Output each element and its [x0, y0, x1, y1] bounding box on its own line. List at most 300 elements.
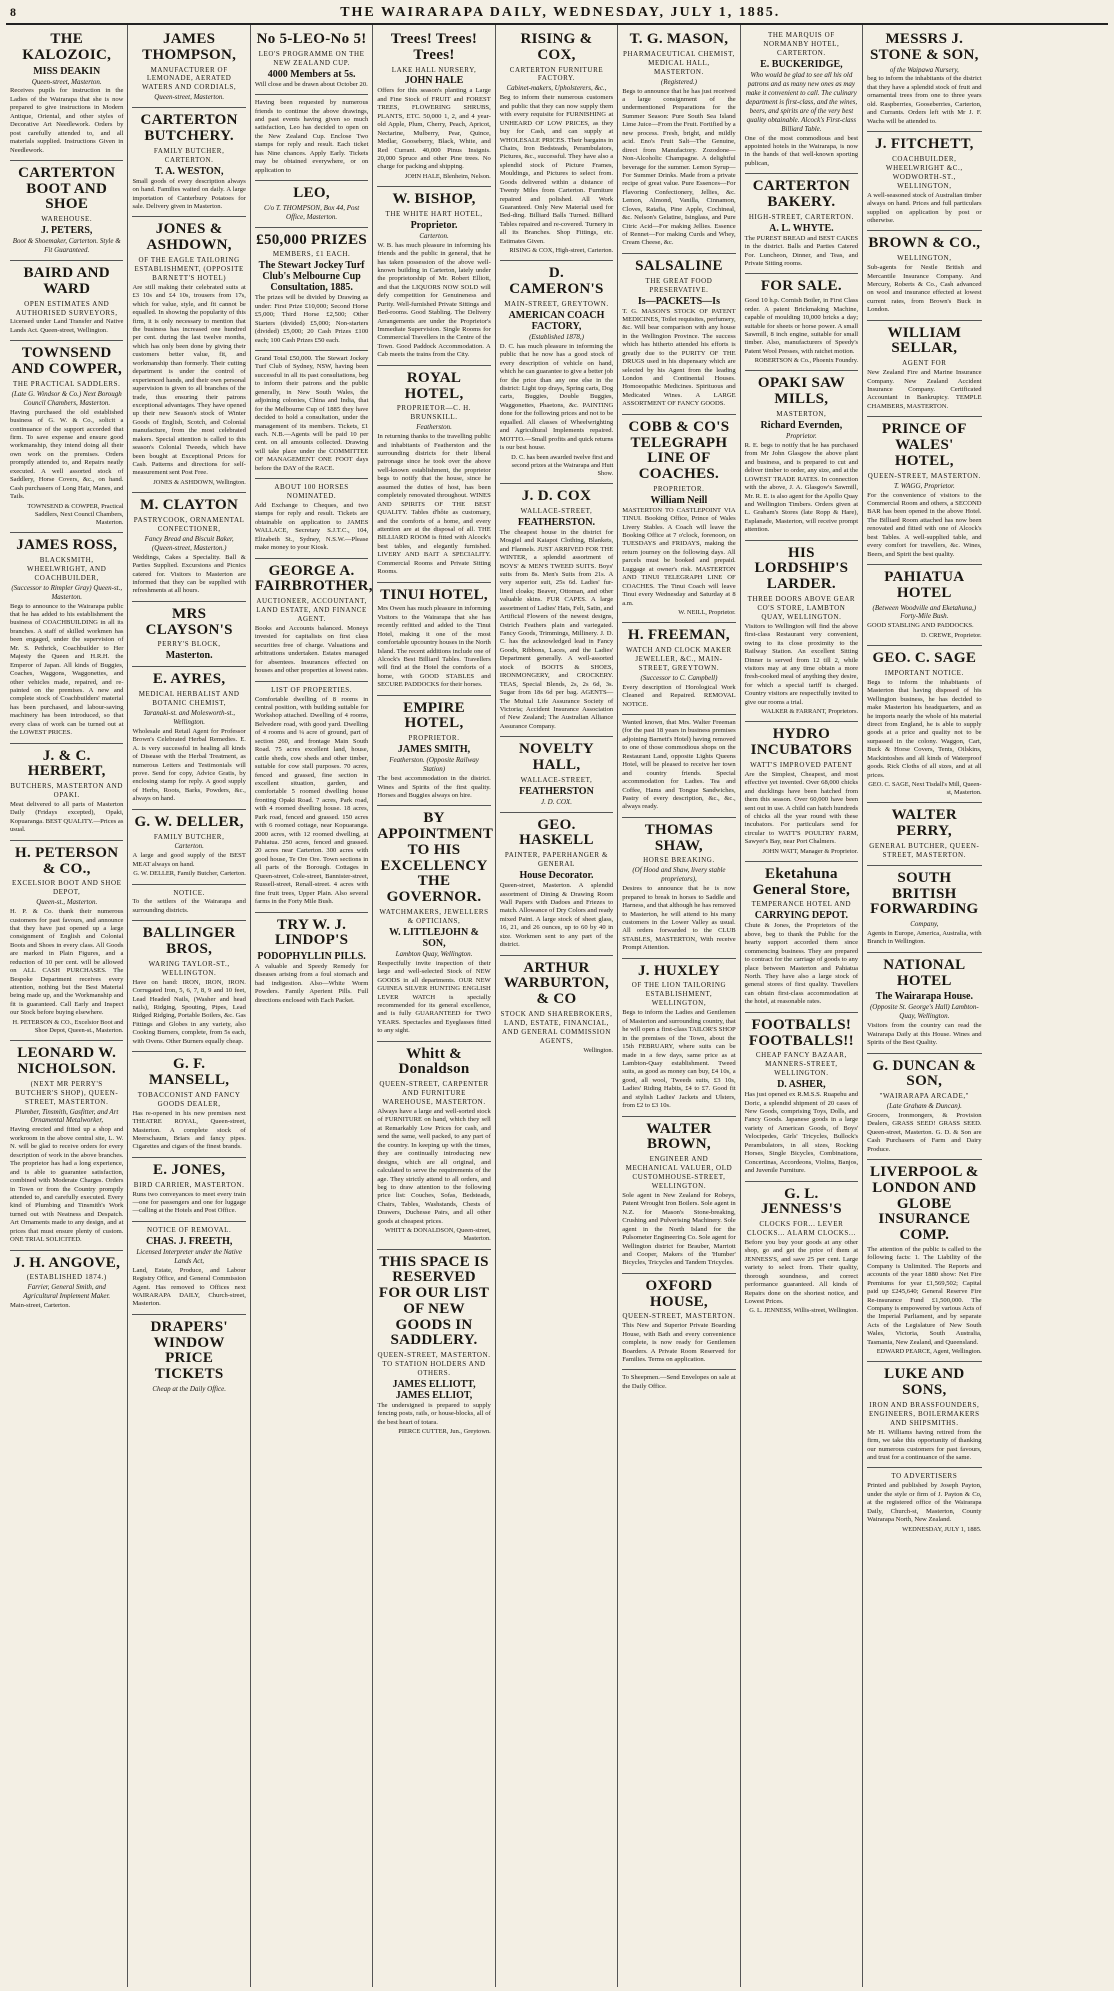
ad-subtitle: Queen-street, Masterton. [154, 93, 225, 102]
ad-caption: QUEEN-STREET, MASTERTON. [622, 1312, 736, 1321]
ad-body-text: Add Exchange to Cheques, and two stamps for reply and result. Tickets are obtainable on application to JAMES WALLACE, Secretary S.J.T.C., 104, Elizabeth St., Sydney, N.S.W.—Please make money to your Kiosk. [254, 502, 369, 552]
ad-signature: RISING & COX, High-street, Carterton. [509, 247, 614, 255]
ad-heading: JAMES ROSS, [16, 537, 118, 554]
ad-body-text: The best accommodation in the district. Wines and Spirits of the first quality. Horses and Buggies always on hire. [377, 775, 491, 799]
advertisement [132, 108, 245, 217]
ad-signature: GEO. C. SAGE, Next Tisdall's Mill, Queen-st, Masterton. [868, 781, 982, 797]
advertisement [255, 181, 368, 228]
ad-subtitle: Queen-street, Masterton. [31, 77, 102, 86]
ad-heading: Whitt & Donaldson [398, 1045, 470, 1078]
ad-subtitle: Lambton Quay, Wellington. [395, 949, 473, 958]
ad-heading: OXFORD HOUSE, [645, 1277, 713, 1310]
advertisement-columns [6, 25, 1108, 1987]
ad-subtitle: Who would be glad to see all his old patrons and as many new ones as may make it convenient to call. The culinary department is first-class, and the wines, beers, and spirits are of the very best quality obtainable. Alcock's First-class Billiard Table. [745, 70, 858, 133]
ad-body-text: Having purchased the old established business of G. W. & Co., solicit a continuance of the support accorded that firm. To save expense and ensure good workmanship, they intend doing all their own work on the premises. Orders promptly attended to, and Repairs neatly executed. A well assorted stock of Saddlery, Horse Covers, &c., on hand. Cash purchasers of Long Hair, Manes, and Tails. [10, 408, 124, 501]
ad-signature: ROBERTSON & Co., Phoenix Foundry. [754, 357, 859, 365]
ad-signature: TOWNSEND & COWPER, Practical Saddlers, Next Council Chambers, Masterton. [27, 502, 124, 526]
advertisement [132, 217, 245, 493]
ad-subtitle: (Established 1878,) [529, 332, 584, 341]
ad-subheading: 4000 Members at 5s. [267, 68, 356, 80]
ad-caption: WELLINGTON, [897, 254, 952, 263]
ad-subheading: Is—PACKETS—Is [637, 295, 720, 307]
ad-body-text: For the convenience of visitors to the Commercial Room and others, a SECOND BAR has been opened in the above Hotel. The Billiard Room attached has now been renovated and fitted with one of Alcock's best Tables. A well-supplied table, and every comfort for travellers, &c. Wines, Beers, and Spirit the best quality. [867, 491, 982, 558]
advertisement [132, 885, 245, 922]
ad-heading: LEONARD W. NICHOLSON. [17, 1045, 117, 1077]
ad-signature: WALKER & FARRANT, Proprietors. [761, 708, 859, 716]
ad-caption: LEO'S PROGRAMME ON THE NEW ZEALAND CUP. [258, 49, 365, 67]
ad-subheading: CARRYING DEPOT. [754, 910, 849, 922]
ad-caption: ENGINEER AND MECHANICAL VALUER, OLD CUSTOMHOUSE-STREET, WELLINGTON. [625, 1155, 733, 1190]
advertisement [622, 1274, 735, 1371]
column-7 [741, 25, 863, 1987]
advertisement [500, 27, 613, 261]
ad-signature: EDWARD PEARCE, Agent, Wellington. [876, 1348, 982, 1356]
ad-signature: W. NEILL, Proprietor. [678, 608, 736, 616]
ad-body-text: beg to inform the inhabitants of the district that they have a splendid stock of fruit and ornamental trees from one to three years old. Raspberries, Gooseberries, Carterton, and Currants. Orders left with Mr J. F. Wachs will be attended to. [867, 75, 982, 125]
ad-body-text: GOOD STABLING AND PADDOCKS. [867, 622, 974, 630]
ad-caption: WAREHOUSE. [41, 215, 93, 224]
ad-subheading: The Wairarapa House. [875, 991, 973, 1003]
advertisement [867, 565, 981, 646]
advertisement [377, 1042, 490, 1250]
ad-caption: NOTICE OF REMOVAL. [146, 1225, 232, 1234]
ad-caption: IRON AND BRASSFOUNDERS, ENGINEERS, BOILERMAKERS AND SHIPSMITHS. [869, 1400, 980, 1427]
ad-subheading: PODOPHYLLIN PILLS. [257, 951, 366, 963]
ad-subheading: J. PETERS, [41, 225, 93, 237]
ad-caption: BLACKSMITH, WHEELWRIGHT, AND COACHBUILDER, [27, 555, 107, 582]
ad-heading: T. G. MASON, [629, 31, 729, 47]
advertisement [377, 187, 490, 366]
ad-body-text: Begs to inform the inhabitants of Masterton that having disposed of his Wellington business, he has decided to make Masterton his headquarters, and as he imports nearly the whole of his material direct from England, he is able to supply goods at a price and quality not to be surpassed in the colony. Waggon, Cart, Buck & Horse Covers, Tents, Oilskins, Mackintoshes and all kinds of Waterproof goods. Rick Cloths of all sizes, and at all prices. [867, 678, 982, 779]
ad-heading: Trees! Trees! Trees! [390, 31, 478, 63]
advertisement [745, 862, 858, 1013]
ad-subtitle: Fancy Bread and Biscuit Baker, (Queen-street, Masterton.) [144, 534, 234, 552]
ad-subtitle: Queen-st., Masterton. [36, 898, 98, 907]
advertisement [622, 623, 735, 715]
ad-caption: MEMBERS, £1 EACH. [272, 250, 351, 259]
ad-caption: BIRD CARRIER, MASTERTON. [133, 1180, 245, 1189]
ad-caption: MANUFACTURER OF LEMONADE, AERATED WATERS AND CORDIALS, [142, 65, 237, 92]
ad-subtitle: (Late G. Windsor & Co.) Next Borough Council Chambers, Masterton. [11, 389, 122, 407]
advertisement [622, 959, 735, 1117]
ad-heading: LIVERPOOL & LONDON AND GLOBE INSURANCE COMP. [869, 1164, 979, 1244]
ad-subheading: AMERICAN COACH FACTORY, [508, 309, 605, 332]
ad-subtitle: Taranaki-st. and Molesworth-st., Wellington. [143, 708, 236, 726]
advertisement [10, 341, 123, 533]
ad-body-text: Has re-opened in his new premises next THEATRE ROYAL, Queen-street, Masterton. A complete stock of Meerschaum, Briars and fancy pipes. Cigarettes and cigars of the finest brands. [132, 1109, 246, 1151]
ad-heading: ARTHUR WARBURTON, & CO [503, 959, 610, 1008]
ad-subtitle: Boot & Shoemaker, Carterton. Style & Fit Guaranteed. [12, 237, 121, 255]
advertisement [745, 1182, 858, 1321]
ad-body-text: Good 10 h.p. Cornish Boiler, in First Class order. A patent Brickmaking Machine, capable of moulding 10,000 bricks a day; suitable for sheets or horse power. A small Sawmill, 8 inch engine, suitable for small timber. Also, manufacturers of Speedy's Patent Wool Presses, with ratchet motion. [744, 297, 859, 355]
ad-subheading: FEATHERSTON [519, 785, 594, 797]
advertisement [867, 231, 981, 320]
ad-heading: CARTERTON BUTCHERY. [140, 112, 238, 145]
ad-subheading: W. LITTLEJOHN & SON, [389, 926, 480, 949]
advertisement [500, 737, 613, 812]
ad-subtitle: Company, [910, 920, 939, 929]
ad-body-text: Begs to inform the Ladies and Gentlemen of Masterton and surrounding country, that he will open a first-class TAILOR'S SHOP in the premises of the Town, about the 15th FEBRUARY, where suits can be made in a few days, same price as at Lambton-Quay establishment. Tweed suits, as good as money can buy, £4 10s, a good, all wool, Tweeds suits, £3 10s, Ladies' Riding Habits, £4 to £7. Good fit and stylish Ladies' Jackets and Ulsters, from £2 to £3 10s. [622, 1009, 736, 1110]
ad-body-text: Chute & Jones, the Proprietors of the above, beg to thank the Public for the hearty support accorded them since commencing business. They are prepared to contract for the carriage of goods to any place between Masterton and Pahiatua North. They have also a large stock of general stores of first quality. Travellers can obtain first-class accommodation at the hotel, at reasonable rates. [744, 922, 859, 1006]
advertisement [745, 371, 858, 540]
ad-heading: TINUI HOTEL, [380, 586, 488, 603]
ad-caption: TOBACCONIST AND FANCY GOODS DEALER, [137, 1090, 241, 1108]
ad-body-text: In returning thanks to the travelling public and inhabitants of Featherston and the surrounding districts for their liberal patronage since he took over the above well-known establishment, the proprietor begs to notify that the house, since he assumed the duties of host, has been completely renovated throughout. WINES AND SPIRITS OF THE BEST QUALITY. Tables d'hôte as customary, and the comforts of a home, and every attention are at the disposal of all. THE BILLIARD ROOM is fitted with Alcock's best tables, and elegantly furnished. LIVERY AND BAIT A SPECIALITY. Commercial Rooms and Private Sitting Rooms. [377, 433, 491, 576]
ad-heading: CARTERTON BAKERY. [752, 178, 850, 211]
advertisement [132, 1315, 245, 1399]
ad-caption: OF THE LION TAILORING ESTABLISHMENT, WELLINGTON, [631, 981, 727, 1008]
ad-body-text: Receives pupils for instruction in the Ladies of the Wairarapa that she is now prepared to give instructions in Modern Antique, Oriental, and other styles of Decorative Art Needlework. Orders by post carefully attended to, and all materials supplied. Instructions Given in Needlework. [10, 87, 124, 154]
advertisement [622, 715, 735, 818]
ad-signature: WEDNESDAY, JULY 1, 1885. [902, 1525, 982, 1533]
ad-heading: MESSRS J. STONE & SON, [869, 31, 979, 63]
ad-heading: DRAPERS' WINDOW PRICE TICKETS [150, 1318, 228, 1383]
ad-body-text: The prizes will be divided by Drawing as under: First Prize £10,000; Second Horse £5,000; Third Horse £2,500; Other Starters (divided) £5,000; Non-starters (divided) £5,000; 20 Cash Prizes £100 each; 100 Cash Prizes £50 each. [254, 294, 369, 344]
column-8 [863, 25, 985, 1987]
ad-heading: ROYAL HOTEL, [404, 369, 464, 402]
advertisement [255, 27, 368, 95]
ad-body-text: Respectfully invite inspection of their large and well-selected Stock of NEW GOODS in all departments. OUR NEW GUINEA SILVER HUNTING ENGLISH LEVER WATCH is specially recommended for its general excellence, and is fully GUARANTEED for TWO YEARS. Spectacles and Eyeglasses fitted to any sight. [377, 959, 491, 1035]
column-6 [618, 25, 740, 1987]
ad-caption: PROPRIETOR—C. H. BRUNSKILL. [396, 404, 472, 422]
ad-caption: WARING TAYLOR-ST., WELLINGTON. [148, 959, 230, 977]
ad-heading: NOVELTY HALL, [519, 741, 594, 774]
ad-heading: WALTER PERRY, [891, 807, 958, 840]
advertisement [377, 27, 490, 187]
advertisement [867, 1054, 981, 1161]
column-1 [6, 25, 128, 1987]
ad-caption: TEMPERANCE HOTEL AND [751, 900, 852, 909]
advertisement [255, 913, 368, 1011]
ad-body-text: A large and good supply of the BEST MEAT always on hand. [132, 852, 246, 868]
ad-body-text: Having been requested by numerous friends to continue the above drawings, and past events having given so much satisfaction, Leo has decided to open on the New Zealand Cup. Enclose Two stamps for reply and result. Each ticket has Nine chances. Apply Early. Tickets may be obtained everywhere, or on application to [254, 99, 369, 174]
ad-heading: LEO, [293, 185, 330, 202]
ad-body-text: To the settlers of the Wairarapa and surrounding districts. [132, 898, 246, 914]
advertisement [255, 479, 368, 559]
ad-heading: CARTERTON BOOT AND SHOE [18, 164, 116, 213]
ad-body-text: Will close and be drawn about October 20. [254, 80, 368, 88]
ad-subtitle: Cabinet-makers, Upholsterers, &c., [506, 84, 607, 93]
advertisement [132, 667, 245, 810]
newspaper-title: THE WAIRARAPA DAILY, WEDNESDAY, JULY 1, 1885. [340, 5, 781, 20]
ad-body-text: Meat delivered to all parts of Masterton Daily (Fridays excepted), Opaki, Kopuaranga. BEST QUALITY.—Prices as usual. [10, 801, 124, 834]
ad-signature: D. CREWE, Proprietor. [921, 631, 982, 639]
ad-heading: BROWN & CO., [868, 235, 981, 252]
ad-heading: PRINCE OF WALES' HOTEL, [881, 421, 967, 469]
ad-subtitle: (Registered.) [660, 77, 697, 86]
ad-subheading: JAMES ELLIOTT, JAMES ELLIOT, [392, 1378, 476, 1401]
ad-subheading: Proprietor. [410, 219, 458, 231]
advertisement [745, 1013, 858, 1182]
ad-subheading: A. L. WHYTE. [769, 222, 834, 234]
ad-caption: MASTERTON, [776, 409, 827, 418]
ad-heading: COBB & CO'S TELEGRAPH LINE OF COACHES. [628, 418, 730, 483]
advertisement [255, 682, 368, 913]
ad-body-text: Are still making their celebrated suits at £3 10s and £4 10s, trousers from 17s, which for value, style, and fit cannot be equalled. In showing the popularity of this firm, it is only necessary to mention that the business has increased one hundred per cent. during the last twelve months, which has only been done by giving their customers better value, fit, and workmanship than formerly. Their cutting department is under the control of experienced hands, and their own personal supervision is given to all branches of the trade, thus ensuring their patrons exceptional advantages. They have opened up their new Season's stock of Winter Goods of English, Scotch, and Colonial manufacture, from the most celebrated makers. Special attention is called to this season's Colonial Tweeds, which have been bought at Exceptional Prices for Cash. Patterns and directions for self-measurement sent Post Free. [132, 283, 246, 477]
advertisement [745, 274, 858, 371]
ad-signature: G. L. JENNESS, Willis-street, Wellington. [749, 1307, 859, 1315]
advertisement [867, 953, 981, 1054]
ad-signature: JOHN WATT, Manager & Proprietor. [762, 847, 859, 855]
advertisement [745, 27, 858, 174]
ad-heading: D. CAMERON'S [509, 265, 604, 298]
ad-heading: HYDRO INCUBATORS [750, 726, 853, 759]
ad-caption: HORSE BREAKING. [643, 856, 715, 865]
ad-body-text: Agents in Europe, America, Australia, with Branch in Wellington. [867, 929, 982, 946]
advertisement [622, 27, 735, 254]
ad-caption: IMPORTANT NOTICE. [884, 668, 964, 677]
ad-caption: QUEEN-STREET, MASTERTON. TO STATION HOLDERS AND OTHERS. [377, 1351, 491, 1377]
ad-caption: (NEXT MR PERRY'S BUTCHER'S SHOP), QUEEN-STREET, MASTERTON. [15, 1079, 119, 1106]
ad-caption: WATCH AND CLOCK MAKER JEWELLER, &C., MAIN-STREET, GREYTOWN. [626, 645, 732, 672]
ad-heading: M. CLAYTON [140, 497, 239, 514]
ad-heading: FOR SALE. [760, 278, 842, 295]
ad-caption: WATCHMAKERS, JEWELLERS & OPTICIANS, [379, 907, 489, 925]
advertisement [10, 744, 123, 841]
ad-heading: JONES & ASHDOWN, [146, 221, 232, 254]
ad-heading: TOWNSEND AND COWPER, [11, 345, 123, 378]
ad-caption: WATT'S IMPROVED PATENT [750, 760, 853, 769]
ad-body-text: Runs two conveyances to meet every train—one for passengers and one for luggage—calling at the Hotels and Post Office. [132, 1190, 246, 1215]
ad-caption: THE MARQUIS OF NORMANBY HOTEL, CARTERTON. [763, 31, 840, 57]
ad-heading: No 5-LEO-No 5! [256, 31, 367, 47]
advertisement [500, 956, 613, 1060]
ad-body-text: A well-seasoned stock of Australian timber always on hand. Prices and full particulars supplied on application by post or otherwise. [867, 191, 982, 224]
column-5 [496, 25, 618, 1987]
ad-heading: NATIONAL HOTEL [883, 956, 966, 989]
ad-body-text: Have on hand: IRON, IRON, IRON. Corrugated Iron, 5, 6, 7, 8, 9 and 10 feet, Lead Headed Nails, (Washer and head nails), Ridging, Spouting, Pipes, Lead Ridged Ridging, Portable Boilers, &c. Gas Fittings and Globes in any variety, also Cooking Burners, complete, from 5s each, with Ovens. Other Burners equally cheap. [132, 978, 246, 1045]
ad-caption: FAMILY BUTCHER, [153, 832, 225, 841]
ad-heading: £50,000 PRIZES [256, 231, 368, 248]
ad-caption: WALLACE-STREET, [520, 506, 593, 515]
ad-caption: AGENT FOR [902, 359, 947, 368]
ad-body-text: MASTERTON TO CASTLEPOINT VIA TINUI. Booking Office, Prince of Wales Livery Stables. A Coach will leave the Booking Office at 7 o'clock, forenoon, on TUESDAYS and FRIDAYS, making the return journey on the following days. All parcels must be booked and prepaid. Luggage at owner's risk. MASTERTON AND TINUI TELEGRAPH LINE OF COACHES. The Tinui Coach will leave Tinui every Wednesday and Saturday at 8 a.m. [622, 506, 736, 607]
ad-body-text: Begs to announce to the Wairarapa public that he has added to his establishment the business of COACHBUILDING in all its branches. A staff of skilled workmen has been engaged, under the supervision of Mr. S. Pethrick, Coachbuilder to Her Majesty the Queen and H.R.H. the Emperor of Japan. All kinds of Buggies, Coaches, Waggons, Waggonettes, and other vehicles made, repaired, and re-painted on the premises. A new and complete stock of Coachbuilders' material has been purchased, and labour-saving machinery has been introduced, so that every class of work can be turned out at the LOWEST PRICES. [10, 602, 124, 737]
ad-subtitle: Featherston. [416, 423, 452, 432]
ad-heading: JAMES THOMPSON, [142, 31, 237, 63]
advertisement [255, 228, 368, 351]
ad-body-text: Beg to inform their numerous customers and public that they can now supply them with every requisite for FURNISHING at UNHEARD OF LOW PRICES, as they buy for Cash, and can supply at WHOLESALE PRICES. Their bargains in Chairs, Iron Bedsteads, Perambulators, Pictures, &c., successful. They have also a splendid stock of Picture Frames, Mouldings, and Pictures to select from. Goods delivered within a distance of Twenty Miles from Carterton. Furniture repaired and polished. All Work Guaranteed. Only New Material used for Bed-ding. Billiard Balls Turned. Billiard Tables repaired and re-covered. Turnery in all its Branches. Shop Fittings, etc. Estimates Given. [499, 94, 614, 245]
ad-caption: EXCELSIOR BOOT AND SHOE DEPOT, [11, 879, 122, 897]
ad-body-text: Printed and published by Joseph Payton, under the style or firm of J. Payton & Co, at the registered office of the Wairarapa Daily, Church-st, Masterton, County Wairarapa North, New Zealand. [867, 1482, 982, 1524]
ad-signature: D. C. has been awarded twelve first and second prizes at the Wairarapa and Hutt Show. [511, 453, 614, 477]
ad-subtitle: (Opposite St. George's Hall) Lambton-Quay, Wellington. [869, 1003, 979, 1021]
advertisement [132, 27, 245, 108]
ad-caption: OPEN ESTIMATES AND AUTHORISED SURVEYORS, [15, 299, 118, 317]
advertisement [500, 813, 613, 956]
ad-body-text: T. G. MASON'S STOCK OF PATENT MEDICINES, Toilet requisites, perfumery, &c. Will bear comparison with any house in the Wellington Province. The success which has hitherto attended his efforts is greatly due to the PURITY OF THE DRUGS used in his dispensary which are selected by his Agent from the leading London and Continental Houses. Homoeopathic Medicines. Spirituous and Medicated Wines. A LARGE ASSORTMENT OF FANCY GOODS. [622, 307, 736, 408]
ad-subheading: MISS DEAKIN [33, 65, 101, 77]
ad-subheading: JOHN HALE [404, 75, 464, 87]
ad-heading: THOMAS SHAW, [644, 821, 714, 854]
masthead [6, 4, 1108, 25]
ad-signature: H. PETERSON & CO., Excelsior Boot and Shoe Depot, Queen-st., Masterton. [12, 1018, 124, 1034]
ad-heading: Eketahuna General Store, [752, 865, 850, 898]
ad-caption: PROPRIETOR. [653, 484, 705, 493]
advertisement [500, 261, 613, 484]
ad-body-text: Sole agent in New Zealand for Robeys, Patent Wrought Iron Boilers. Sole agent in N.Z. for Mason's Stone-breaking, Crushing and Pulverising Machinery. Sole agent in the North Island for the Pulsometer Engineering Co. Sole agent for Wellington district for Brauber, Marriott and Cooper, Makers of the 'Humber' Bicycles, Tricycles and Tandem Tricycles. [622, 1191, 736, 1267]
ad-subtitle: Carterton. [174, 842, 204, 851]
ad-heading: EMPIRE HOTEL, [403, 699, 465, 732]
advertisement [10, 533, 123, 744]
ad-caption: QUEEN-STREET, MASTERTON. [867, 471, 981, 480]
ad-caption: NOTICE. [173, 888, 205, 897]
ad-body-text: Queen-street, Masterton. A splendid assortment of Dining & Drawing Room Wall Papers with Dadoes and Friezes to match. Allowance of Dry Colors and ready mixed Paint. A large stock of sheet glass, 16, 21, and 26 ounces, up to 60 by 40 in size. Workmen sent to any part of the district. [499, 882, 614, 949]
ad-heading: WALTER BROWN, [646, 1120, 712, 1153]
ad-caption: PASTRYCOOK, ORNAMENTAL CONFECTIONER, [133, 515, 245, 533]
advertisement [867, 321, 981, 418]
column-3 [251, 25, 373, 1987]
ad-subheading: CHAS. J. FREETH, [145, 1235, 233, 1247]
ad-heading: RISING & COX, [520, 31, 593, 63]
ad-body-text: R. E. begs to notify that he has purchased from Mr John Glasgow the above plant and business, and is prepared to cut and deliver timber to order, any size, and at the LOWEST TRADE RATES. In connection with the above, J. A. Glasgow's Sawmill, Mr. R. E. is also agent for the Apollo Quay and Wellington Timbers. Orders given at L. Graham's Stores (late Ropp & Hare), Esplanade, Masterton, will receive prompt attention. [744, 441, 859, 534]
ad-caption: PROPRIETOR. [408, 734, 460, 743]
advertisement [745, 541, 858, 723]
advertisement [10, 261, 123, 341]
ad-subtitle: T. WAGG, Proprietor. [893, 481, 955, 490]
ad-caption: THE GREAT FOOD PRESERVATIVE. [645, 276, 713, 294]
page-number: 8 [10, 5, 17, 19]
ad-body-text: Has just opened ex R.M.S.S. Ruapehu and Doric, a splendid shipment of 20 cases of New Goods, comprising Toys, Dolls, and Fancy Goods. Japanese goods in a large variety of American Goods, of Boys' Velocipedes, Girls' Tricycles, Bullock's Perambulators, in all sizes, Rocking Horses, Single Bicycles, Combinations, Concertinas, Accordeons, Violins, Banjos, and Juvenile Furniture. [744, 1091, 859, 1175]
ad-caption: FAMILY BUTCHER, CARTERTON. [153, 146, 225, 164]
advertisement [10, 841, 123, 1041]
ad-body-text: The PUREST BREAD and BEST CAKES in the district. Balls and Parties Catered For. Luncheon, Dinner, and Teas, and Private Sitting rooms. [744, 234, 859, 268]
ad-subheading: JAMES SMITH, [397, 744, 471, 756]
ad-subtitle: Featherston. (Opposite Railway Station) [389, 756, 479, 774]
ad-signature: Wellington. [583, 1046, 614, 1054]
ad-caption: STOCK AND SHAREBROKERS, LAND, ESTATE, FINANCIAL, AND GENERAL COMMISSION AGENTS, [500, 1009, 613, 1045]
ad-caption: LIST OF PROPERTIES. [271, 685, 353, 694]
ad-caption: "WAIRARAPA ARCADE," [879, 1092, 970, 1101]
ad-heading: FOOTBALLS! FOOTBALLS!! [748, 1016, 854, 1049]
ad-subtitle: Cheap at the Daily Office. [152, 1384, 226, 1393]
ad-heading: J. FITCHETT, [874, 136, 974, 153]
advertisement [132, 1222, 245, 1315]
advertisement [132, 1158, 245, 1222]
ad-heading: G. L. JENNESS'S [760, 1185, 842, 1218]
ad-caption: MEDICAL HERBALIST AND BOTANIC CHEMIST, [138, 690, 240, 707]
advertisement [132, 1052, 245, 1158]
advertisement [867, 27, 981, 132]
ad-body-text: W. B. has much pleasure in informing his friends and the public in general, that he has taken possession of the above well-known building in Carterton, lately under the proprietorship of Mr. Robert Elliott, and that the LIQUORS NOW SOLD will defy competition for Genuineness and Purity. Well-furnished Private Sittings and Bed-rooms. Good Stabling. The Delivery Arrangements are under the Proprietor's Immediate Supervision. Single Rooms for Commercial Travellers in the Centre of the Town. Good Paddock Accommodation. A Cab meets the trains from the City. [377, 241, 491, 359]
ad-heading: LUKE AND SONS, [884, 1366, 965, 1399]
ad-subtitle: (Successor to Rimpler Gray) Queen-st., Masterton. [11, 583, 123, 601]
advertisement [377, 696, 490, 807]
ad-subtitle: J. D. COX. [541, 797, 572, 806]
ad-caption: AUCTIONEER, ACCOUNTANT, LAND ESTATE, AND FINANCE AGENT. [256, 597, 367, 624]
ad-heading: HIS LORDSHIP'S LARDER. [754, 544, 849, 593]
column-2 [128, 25, 250, 1987]
ad-caption: (ESTABLISHED 1874.) [26, 1273, 107, 1282]
ad-caption: CARTERTON FURNITURE FACTORY. [509, 65, 604, 83]
ad-caption: WALLACE-STREET, [520, 775, 593, 784]
advertisement [10, 27, 123, 161]
ad-subtitle: (Between Woodville and Eketahuna,) Forty-Mile Bush. [872, 603, 977, 621]
ad-caption: PHARMACEUTICAL CHEMIST, MEDICAL HALL, MASTERTON. [623, 49, 735, 76]
ad-body-text: Small goods of every description always on hand. Families waited on daily. A large importation of Canterbury Potatoes for sale. Delivery given in Masterton. [132, 177, 246, 211]
ad-subtitle: Carterton. [419, 231, 449, 240]
advertisement [622, 1117, 735, 1274]
ad-body-text: Licensed under Land Transfer and Native Lands Act. Queen-street, Wellington. [10, 318, 124, 334]
ad-body-text: Offers for this season's planting a Large and Fine Stock of FRUIT and FOREST TREES, FLOWERING SHRUBS, PLANTS, ETC. 50,000 1, 2, and 4 year-old Apple, Plum, Cherry, Peach, Apricot, Nectarine, Mulberry, Pear, Quince, Medlar, Gooseberry, Black, White, and Red Currant. 40,000 Pinus Insignis. 20,000 Spruce and other Pine trees. No charge for packing and shipping. [377, 87, 491, 171]
advertisement [867, 803, 981, 865]
ad-heading: H. PETERSON & CO., [15, 844, 119, 877]
ad-body-text: Sub-agents for Nestle British and Mercantile Insurance Company. And Mercury, Roberts & Co., Cash advanced on wool and insurance effected at lowest current rates, from Brown's Buck in London. [867, 264, 982, 314]
ad-heading: GEORGE A. FAIRBROTHER, [254, 562, 373, 595]
advertisement [10, 1041, 123, 1250]
advertisement [867, 866, 981, 953]
ad-caption: THE WHITE HART HOTEL, [385, 209, 483, 218]
ad-heading: SOUTH BRITISH FORWARDING [870, 869, 979, 918]
ad-heading: J. HUXLEY [638, 962, 720, 979]
ad-subheading: House Decorator. [519, 870, 594, 882]
ad-subtitle: (Successor to C. Campbell) [640, 673, 718, 682]
ad-subheading: Richard Evernden, [760, 419, 843, 431]
ad-subtitle: C/o T. THOMPSON, Box 44, Post Office, Masterton. [264, 203, 360, 221]
ad-heading: BAIRD AND WARD [23, 265, 110, 297]
advertisement [10, 1251, 123, 1316]
ad-caption: QUEEN-STREET, CARPENTER AND FURNITURE WAREHOUSE, MASTERTON. [379, 1080, 489, 1107]
ad-body-text: Are the Simplest, Cheapest, and most effective yet invented. Over 68,000 chicks and ducklings have been hatched from them this season. Over 60,000 have been sent out in use. A child can hatch hundreds of chicks all the year round with these incubators. For particulars send for circular to WATT'S POULTRY FARM, Sawyer's Bay, near Port Chalmers. [744, 770, 859, 846]
ad-body-text: Weddings, Cakes a Speciality. Ball & Parties Supplied. Excursions and Picnics catered for. Visitors to Masterton are informed that they can be supplied with refreshments at all hours. [132, 553, 246, 595]
ad-body-text: Always have a large and well-sorted stock of FURNITURE on hand, which they sell at Remarkably Low Prices for cash, and send the same, well packed, to any part of the country. In keeping up with the times, they are continually introducing new designs, which are all original, and calculated to serve the requirements of the age. They strictly attend to all orders, and beg to draw attention to the following price list: Couches, Sofas, Bedsteads, Chairs, Tables, Washstands, Chests of Drawers, Duchesse Pairs, and all other goods at cheapest prices. [377, 1108, 491, 1225]
ad-subheading: E. BUCKERIDGE, [760, 58, 843, 70]
ad-subheading: Masterton. [165, 650, 213, 662]
advertisement [132, 493, 245, 602]
advertisement [500, 484, 613, 737]
ad-body-text: Every description of Horological Work Cleaned and Repaired. REMOVAL NOTICE. [622, 683, 736, 708]
ad-heading: E. AYRES, [152, 671, 226, 688]
advertisement [377, 583, 490, 696]
ad-body-text: Land, Estate, Produce, and Labour Registry Office, and General Commission Agent. Has removed to Offices next WAIRARAPA DAILY, Church-street, Masterton. [132, 1266, 246, 1308]
advertisement [132, 921, 245, 1052]
ad-subtitle: Proprietor. [786, 431, 817, 440]
advertisement [867, 1468, 981, 1538]
ad-body-text: Visitors to Wellington will find the above first-class Restaurant very convenient, owing to its close proximity to the Railway Station. An excellent Sitting Dinner is served from 12 till 2, while visitors may at any time obtain a more fresh-cooked meal of anything they desire, for which a special tariff is charged. Country visitors are respectfully invited to give our rooms a trial. [744, 622, 859, 706]
ad-heading: MRS CLAYSON'S [145, 605, 233, 638]
ad-subtitle: (Of Hood and Shaw, livery stable proprietors), [632, 866, 726, 884]
ad-body-text: New Zealand Fire and Marine Insurance Company. New Zealand Accident Insurance Company. Certificated Accountant in Bankruptcy. TEMPLE CHAMBERS, MASTERTON. [867, 369, 982, 410]
ad-caption: THREE DOORS ABOVE GEAR CO'S STORE, LAMBTON QUAY, WELLINGTON. [747, 594, 856, 621]
ad-heading: GEO. HASKELL [519, 816, 594, 849]
ad-body-text: The cheapest house in the district for Mosgiel and Kaiapoi Clothing, Blankets, and Flannels. JUST ARRIVED FOR THE WINTER, a splendid assortment of BOYS' & MEN'S TWEED SUITS. Boys' suits from 8s. Men's Suits from 21s. A very superior suit, 25s 6d. Ladies' fur-lined cloaks; Beaver, Ottoman, and other valuable skins. FUR CAPES. A large assortment of Ladies' Hats, Felt, Satin, and Artificial Flowers of the newest designs, Ostrich Feathers plain and variegated. Fancy Goods, Trimmings, Millinery. J. D. C. has the acknowledged lead in Fancy Goods, Ribbons, Laces, and the Ladies' Department generally. A well-assorted stock of BOOTS & SHOES, IRONMONGERY, and CROCKERY. TEAS, Special Blends, 2s, 2s 6d, 3s. Sugar from 18s 6d per bag. AGENTS—The Mutual Life Assurance Society of Victoria; Accident Insurance Association of New Zealand; The Australian Alliance Assurance Company. [499, 528, 614, 730]
ad-caption: GENERAL BUTCHER, QUEEN-STREET, MASTERTON. [869, 841, 980, 859]
ad-caption: LAKE HALL NURSERY, [391, 65, 477, 74]
ad-subheading: T. A. WESTON, [154, 165, 224, 177]
ad-body-text: Having erected and fitted up a shop and workroom in the above central site, L. W. N. will be glad to receive orders for every description of work in the above branches. The proprietor has had a long experience, and is able to guarantee satisfaction, combined with Moderate Charges. Orders in Town or from the Country promptly attended to, and carefully executed. Every kind of Plumbing and Tinsmith's Work turned out with Neatness and Despatch. Art Ornaments made to any design, and at prices that must ensure plenty of custom. ONE TRIAL SOLICITED. [10, 1126, 124, 1244]
ad-body-text: Desires to announce that he is now prepared to break in horses to Saddle and Harness, and that although he has removed to Masterton, he will attend to his many customers in the Lower Valley as usual. All orders forwarded to the CLUB STABLES, MASTERTON, With receive Prompt Attention. [622, 885, 736, 952]
ad-heading: E. JONES, [153, 1161, 226, 1178]
advertisement [622, 818, 735, 959]
advertisement [622, 254, 735, 415]
ad-body-text: To Sheepmen.—Send Envelopes on sale at the Daily Office. [622, 1374, 736, 1390]
ad-caption: HIGH-STREET, CARTERTON. [748, 212, 854, 221]
ad-subtitle: Plumber, Tinsmith, Gasfitter, and Art Ornamental Metalworker, [15, 1107, 119, 1125]
ad-body-text: Wholesale and Retail Agent for Professor Brown's Celebrated Herbal Remedies. E. A. is very successful in healing all kinds of Disease with the Herbal Treatment, as numerous Letters and Testimonials will prove. Send for copy, Advice Gratis, by enclosing stamp for reply. A good supply of Herbs, Roots, Barks, Powders, &c., always on hand. [132, 727, 246, 803]
ad-body-text: H. P. & Co. thank their numerous customers for past favours, and announce that they have just opened up a large consignment of English and Colonial Boots and Shoes in every class. All Goods are marked in Plain Figures, and a reduction of 10 per cent. will be allowed on ALL CASH PURCHASES. The Bespoke Department receives every attention, nothing but the Best Material being made up, and the Workmanship and fit is guaranteed. Call Early and Inspect our Stock before buying elsewhere. [10, 908, 124, 1017]
advertisement [377, 806, 494, 1041]
ad-caption: CLOCKS FOR... LEVER CLOCKS... ALARM CLOCKS... [746, 1220, 856, 1237]
ad-body-text: One of the most commodious and best appointed hotels in the Wairarapa, is now in the hands of that well-known sporting publican, [744, 134, 859, 167]
ad-body-text: The attention of the public is called to the following facts: 1. The Liability of the Company is Unlimited. The Reports and accounts of the year 1880 show: Net Fire Premiums for year £1,569,502; Capital paid up £245,640; General Reserve Fire Re-insurance Fund £1,500,000. The Company is empowered by various Acts of the Imperial Parliament, and by separate Acts of the Legislature of New South Wales, Victoria, South Australia, Tasmania, New Zealand, and Queensland. [867, 1245, 982, 1346]
ad-heading: OPAKI SAW MILLS, [757, 375, 845, 408]
ad-caption: MAIN-STREET, GREYTOWN. [504, 299, 609, 308]
ad-caption: OF THE EAGLE TAILORING ESTABLISHMENT, (OPPOSITE BARNETT'S HOTEL) [134, 255, 244, 282]
ad-body-text: Grand Total £50,000. The Stewart Jockey Turf Club of Sydney, NSW, having been successful in all its past consultations, beg to inform their patrons and the public generally, in New South Wales, the adjoining colonies, China and India, that for the Melbourne Cup of 1885 they have decided to hold a consultation, under the management of its members. Tickets, £1 each. N.B.—Agents will be paid 10 per cent. on all amounts collected. Drawing will take place under the COMMITTEE OF MANAGEMENT ONE FOOT days before the DAY of the RACE. [254, 355, 369, 472]
ad-heading: WILLIAM SELLAR, [887, 324, 962, 357]
ad-subheading: The Stewart Jockey Turf Club's Melbourne Cup Consultation, 1885. [258, 260, 365, 294]
advertisement [867, 646, 981, 803]
